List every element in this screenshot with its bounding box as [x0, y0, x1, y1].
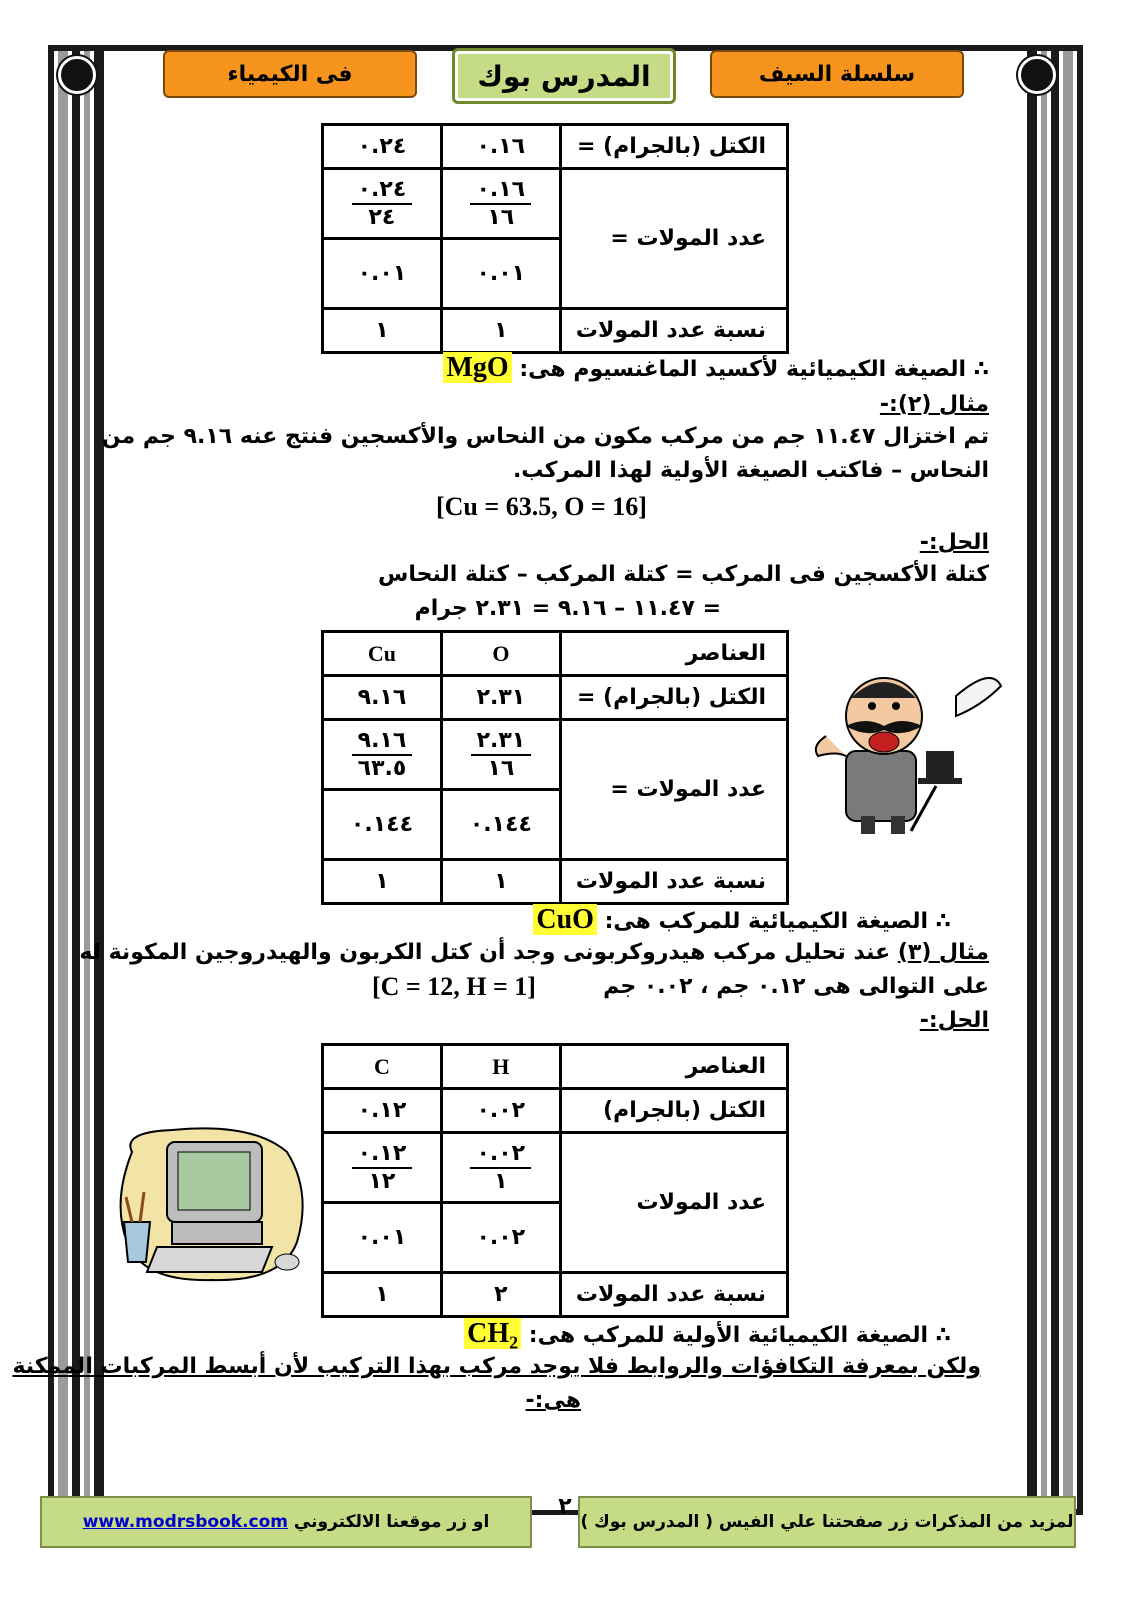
row-label: عدد المولات = [560, 720, 787, 860]
table-moles-mgo [321, 123, 789, 354]
example-3-constants: [C = 12, H = 1] [372, 972, 536, 1001]
formula-ch2: $CH_2$ [464, 1318, 521, 1349]
table-cell: ٠.٠١ [323, 1203, 442, 1273]
table-cell: ٠.١٢ [323, 1089, 442, 1133]
example-2-line-1: تم اختزال ١١.٤٧ جم من مركب مكون من النحاس والأكسجين فنتج عنه ٩.١٦ جم من [101, 424, 989, 449]
header-series-tab: سلسلة السيف [710, 50, 964, 98]
fraction: $\frac{٠.١٢}{١٢}$ [352, 1141, 413, 1195]
table-cell: ٠.١٤٤ [323, 790, 442, 860]
row-label: العناصر [560, 632, 787, 676]
table-cell: ٢ [441, 1273, 560, 1317]
footer-site-text: او زر موقعنا الالكتروني [293, 1512, 490, 1532]
solution-2-title: الحل:- [919, 530, 989, 555]
table-cell: ١ [441, 860, 560, 904]
table-cell: ٠.٠١ [441, 239, 560, 309]
row-label: نسبة عدد المولات [560, 1273, 787, 1317]
table-header-cell: Cu [323, 632, 442, 676]
row-label: نسبة عدد المولات [560, 860, 787, 904]
page-number: ٢ [558, 1494, 572, 1519]
row-label: الكتل (بالجرام) = [560, 676, 787, 720]
example-2-title: مثال (٢):- [879, 392, 989, 417]
example-2-constants: [Cu = 63.5, O = 16] [436, 492, 647, 521]
table-header-cell: O [441, 632, 560, 676]
footer-right-box [578, 1496, 1076, 1548]
table-cell: ١ [323, 1273, 442, 1317]
row-label: الكتل (بالجرام) = [560, 125, 787, 169]
closing-line-1: ولكن بمعرفة التكافؤات والروابط فلا يوجد مركب بهذا التركيب لأن أبسط المركبات الممكنة [12, 1354, 981, 1379]
header-title-tab: المدرس بوك [452, 48, 676, 104]
example-3-line-2: على التوالى هى ٠.١٢ جم ، ٠.٠٢ جم [603, 974, 989, 999]
fraction: $\frac{٢.٣١}{١٦}$ [471, 728, 532, 782]
row-label: عدد المولات [560, 1133, 787, 1273]
table-cell: ٠.٠٢ [441, 1203, 560, 1273]
header-subject-tab: فى الكيمياء [163, 50, 417, 98]
example-2-line-2: النحاس – فاكتب الصيغة الأولية لهذا المركب. [512, 458, 989, 483]
table-moles-cuo [321, 630, 789, 905]
formula-cuo: CuO [533, 904, 597, 935]
calc-line-1: كتلة الأكسجين فى المركب = كتلة المركب – كتلة النحاس [378, 562, 989, 587]
table-cell: ٠.٠٢ [441, 1089, 560, 1133]
table-cell: ٢.٣١ [441, 676, 560, 720]
fraction: $\frac{٠.١٦}{١٦}$ [470, 177, 531, 231]
row-label: العناصر [560, 1045, 787, 1089]
table-cell: ٠.٠١ [323, 239, 442, 309]
computer-clipart-icon [112, 1122, 316, 1292]
cartoon-professor-icon [806, 656, 1006, 836]
example-3-line-1: مثال (٣) عند تحليل مركب هيدروكربونى وجد أن كتل الكربون والهيدروجين المكونة له [79, 940, 989, 965]
calc-line-2: = ١١.٤٧ – ٩.١٦ = ٢.٣١ جرام [414, 596, 721, 621]
corner-ring-right-icon [1018, 56, 1056, 94]
result-line-1: ∴ الصيغة الكيميائية لأكسيد الماغنسيوم هى: MgO [443, 352, 989, 384]
table-cell: ٠.١٦ [441, 125, 560, 169]
table-cell: ٠.١٤٤ [441, 790, 560, 860]
closing-line-2: هى:- [525, 1388, 581, 1413]
formula-mgo: MgO [443, 352, 511, 383]
table-cell: ٩.١٦ [323, 676, 442, 720]
fraction: $\frac{٠.٢٤}{٢٤}$ [352, 177, 413, 231]
row-label: الكتل (بالجرام) [560, 1089, 787, 1133]
table-moles-ch2 [321, 1043, 789, 1318]
table-header-cell: C [323, 1045, 442, 1089]
result-line-2: ∴ الصيغة الكيميائية للمركب هى: CuO [533, 904, 951, 936]
result-line-3: ∴ الصيغة الكيميائية الأولية للمركب هى: $CH_2$ [464, 1318, 951, 1354]
table-cell: ٠.٢٤ [323, 125, 442, 169]
table-header-cell: H [441, 1045, 560, 1089]
table-cell: ١ [323, 309, 442, 353]
footer-website-link[interactable]: www.modrsbook.com [82, 1512, 288, 1532]
row-label: عدد المولات = [560, 169, 787, 309]
fraction: $\frac{٠.٠٢}{١}$ [470, 1141, 531, 1195]
solution-3-title: الحل:- [919, 1008, 989, 1033]
corner-ring-left-icon [58, 56, 96, 94]
footer-left-box [40, 1496, 532, 1548]
table-cell: ١ [323, 860, 442, 904]
fraction: $\frac{٩.١٦}{٦٣.٥}$ [352, 728, 413, 782]
footer-facebook-text: لمزيد من المذكرات زر صفحتنا علي الفيس ( المدرس بوك ) [580, 1512, 1074, 1532]
row-label: نسبة عدد المولات [560, 309, 787, 353]
table-cell: ١ [441, 309, 560, 353]
